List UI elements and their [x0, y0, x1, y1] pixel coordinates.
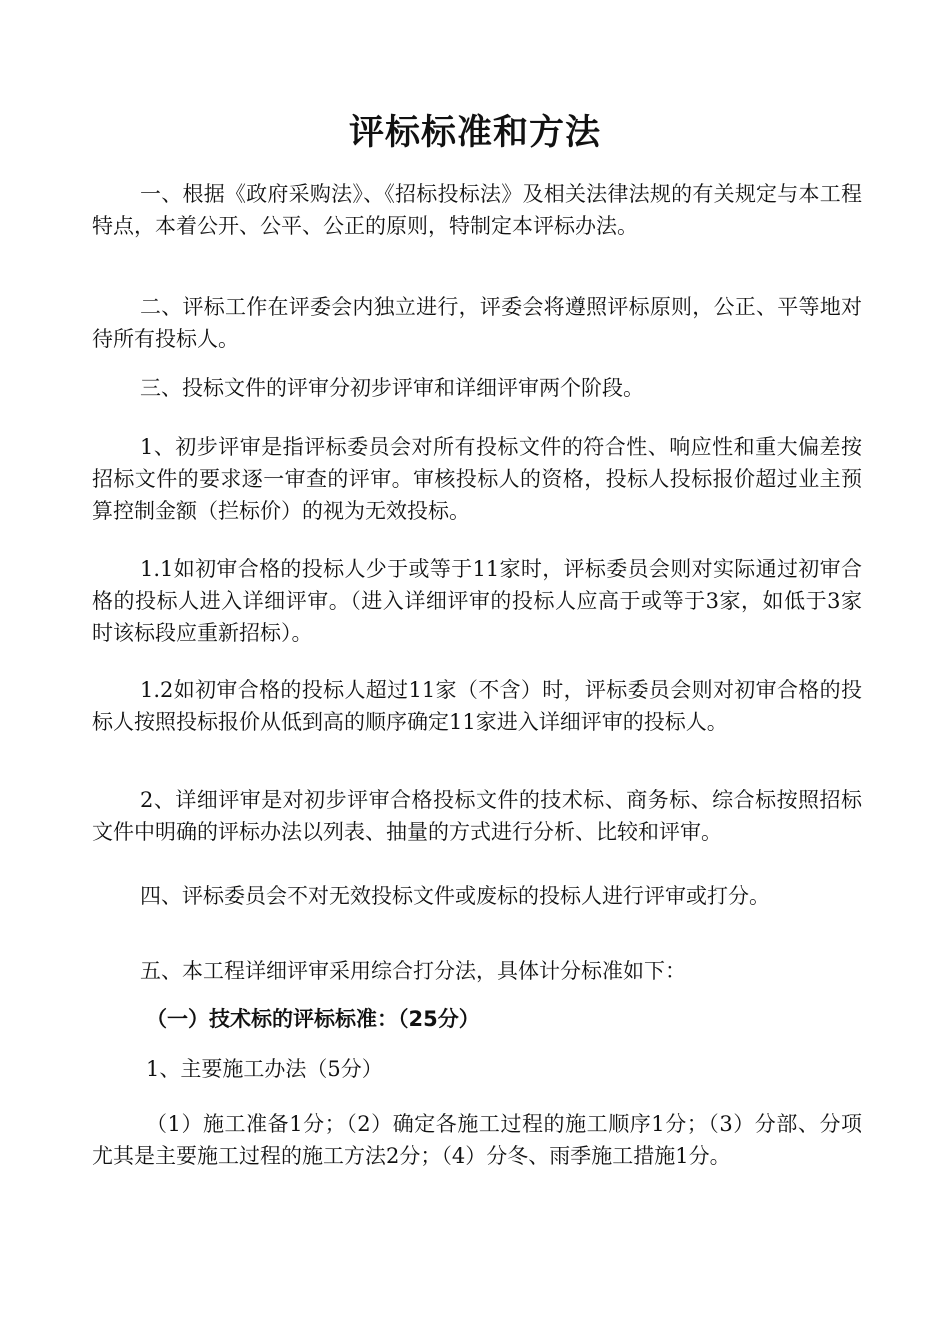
paragraph-two-stages: 三、投标文件的评审分初步评审和详细评审两个阶段。 — [140, 376, 644, 400]
paragraph-scoring-items: （1）施工准备1分；（2）确定各施工过程的施工顺序1分；（3）分部、分项尤其是主要施工过程的施工方法2分；（4）分冬、雨季施工措施1分。 — [92, 1112, 862, 1168]
section-heading-technical-standard: （一）技术标的评标标准：（25分） — [146, 1007, 480, 1031]
paragraph-rule-1-2: 1.2如初审合格的投标人超过11家（不含）时，评标委员会则对初审合格的投标人按照投标报价从低到高的顺序确定11家进入详细评审的投标人。 — [92, 678, 862, 734]
paragraph-independent-review: 二、评标工作在评委会内独立进行，评委会将遵照评标原则，公正、平等地对待所有投标人。 — [92, 295, 862, 351]
paragraph-invalid-bids: 四、评标委员会不对无效投标文件或废标的投标人进行评审或打分。 — [140, 884, 770, 908]
paragraph-scoring-method: 五、本工程详细评审采用综合打分法，具体计分标准如下： — [140, 959, 686, 983]
paragraph-construction-methods: 1、主要施工办法（5分） — [146, 1057, 383, 1081]
document-title: 评标标准和方法 — [348, 113, 601, 153]
paragraph-legal-basis: 一、根据《政府采购法》、《招标投标法》及相关法律法规的有关规定与本工程特点，本着公开、公平、公正的原则，特制定本评标办法。 — [92, 182, 862, 238]
paragraph-preliminary-review: 1、初步评审是指评标委员会对所有投标文件的符合性、响应性和重大偏差按招标文件的要求逐一审查的评审。审核投标人的资格，投标人投标报价超过业主预算控制金额（拦标价）的视为无效投标。 — [92, 435, 862, 523]
paragraph-detailed-review: 2、详细评审是对初步评审合格投标文件的技术标、商务标、综合标按照招标文件中明确的评标办法以列表、抽量的方式进行分析、比较和评审。 — [92, 788, 862, 844]
paragraph-rule-1-1: 1.1如初审合格的投标人少于或等于11家时，评标委员会则对实际通过初审合格的投标人进入详细评审。（进入详细评审的投标人应高于或等于3家，如低于3家时该标段应重新招标）。 — [92, 557, 862, 645]
